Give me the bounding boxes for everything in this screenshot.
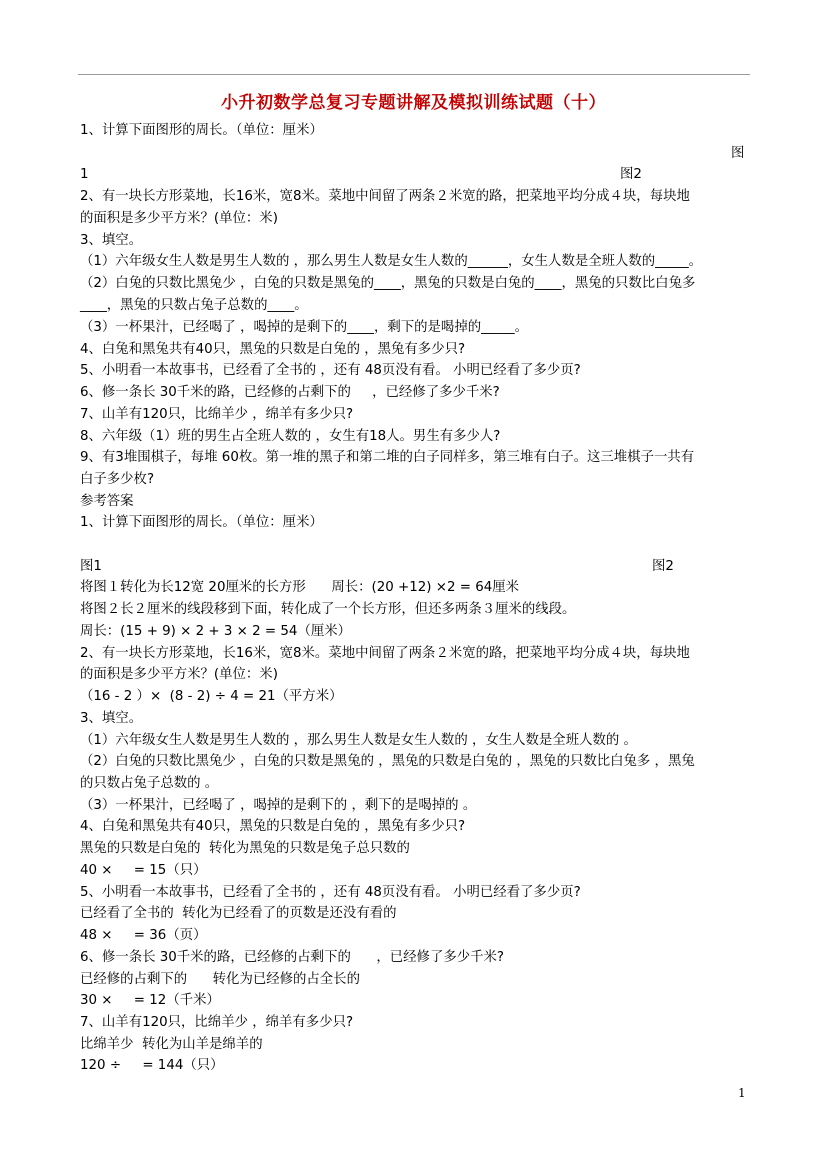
answer-1-perimeter: 周长：(15 + 9) × 2 + 3 × 2 = 54（厘米） bbox=[80, 624, 352, 639]
question-3-2-line1: （2）白兔的只数比黑兔少 ，白兔的只数是黑兔的____，黑兔的只数是白兔的____，黑兔的只数比白兔多 bbox=[80, 276, 696, 291]
header-rule bbox=[78, 74, 750, 75]
answer-4-calc: 40 × = 15（只） bbox=[80, 863, 207, 878]
figure-label: 图 bbox=[731, 146, 745, 161]
answer-4-conversion: 黑兔的只数是白兔的 转化为黑兔的只数是兔子总只数的 bbox=[80, 841, 410, 856]
question-7: 7、山羊有120只，比绵羊少 ，绵羊有多少只? bbox=[80, 407, 354, 422]
answer-3: 3、填空。 bbox=[80, 711, 143, 726]
answer-2-line1: 2、有一块长方形菜地，长16米，宽8米。菜地中间留了两条２米宽的路，把菜地平均分成４块，每块地 bbox=[80, 646, 690, 661]
question-1: 1、计算下面图形的周长。（单位：厘米） bbox=[80, 123, 323, 138]
answer-3-2-line2: 的只数占兔子总数的 。 bbox=[80, 776, 219, 791]
question-9-line1: 9、有3堆围棋子，每堆 60枚。第一堆的黑子和第二堆的白子同样多，第三堆有白子。这三堆棋子一共有 bbox=[80, 450, 695, 465]
question-6: 6、修一条长 30千米的路，已经修的占剩下的 ，已经修了多少千米? bbox=[80, 385, 500, 400]
answer-1-conversion-1: 将图１转化为长12宽 20厘米的长方形 周长：(20 +12) ×2 = 64厘米 bbox=[80, 580, 520, 595]
answer-7: 7、山羊有120只，比绵羊少 ，绵羊有多少只? bbox=[80, 1015, 354, 1030]
figure-label: 图2 bbox=[620, 167, 642, 182]
question-2-line1: 2、有一块长方形菜地，长16米，宽8米。菜地中间留了两条２米宽的路，把菜地平均分成４块，每块地 bbox=[80, 189, 690, 204]
answer-1-conversion-2: 将图２长２厘米的线段移到下面，转化成了一个长方形，但还多两条３厘米的线段。 bbox=[80, 602, 576, 617]
answer-5-calc: 48 × = 36（页） bbox=[80, 928, 207, 943]
page-number: 1 bbox=[738, 1086, 746, 1100]
answer-5: 5、小明看一本故事书，已经看了全书的 ，还有 48页没有看。 小明已经看了多少页? bbox=[80, 885, 581, 900]
question-2-line2: 的面积是多少平方米？(单位：米) bbox=[80, 211, 278, 226]
answer-6: 6、修一条长 30千米的路，已经修的占剩下的 ，已经修了多少千米? bbox=[80, 950, 505, 965]
answers-heading: 参考答案 bbox=[80, 494, 134, 509]
page-title: 小升初数学总复习专题讲解及模拟训练试题（十） bbox=[221, 93, 606, 113]
figure-label: 图2 bbox=[652, 559, 674, 574]
question-3-3: （3）一杯果汁，已经喝了 ，喝掉的是剩下的____，剩下的是喝掉的_____。 bbox=[80, 320, 528, 335]
question-8: 8、六年级（1）班的男生占全班人数的 ，女生有18人。男生有多少人? bbox=[80, 429, 501, 444]
question-3-2-line2: ____，黑兔的只数占兔子总数的____。 bbox=[80, 298, 308, 313]
answer-7-calc: 120 ÷ = 144（只） bbox=[80, 1058, 224, 1073]
question-9-line2: 白子多少枚? bbox=[80, 472, 155, 487]
answer-2-line2: 的面积是多少平方米？(单位：米) bbox=[80, 667, 278, 682]
figure-label: 1 bbox=[80, 167, 89, 182]
answer-6-conversion: 已经修的占剩下的 转化为已经修的占全长的 bbox=[80, 972, 360, 987]
answer-2-calc: （16 - 2 ）× (8 - 2) ÷ 4 = 21（平方米） bbox=[80, 689, 343, 704]
figure-label: 图1 bbox=[80, 559, 102, 574]
question-3: 3、填空。 bbox=[80, 233, 143, 248]
question-3-1: （1）六年级女生人数是男生人数的 ，那么男生人数是女生人数的______，女生人数是全班人数的_____。 bbox=[80, 254, 703, 269]
question-5: 5、小明看一本故事书，已经看了全书的 ，还有 48页没有看。 小明已经看了多少页? bbox=[80, 363, 581, 378]
answer-3-1: （1）六年级女生人数是男生人数的 ，那么男生人数是女生人数的 ，女生人数是全班人数的 。 bbox=[80, 733, 637, 748]
answer-7-conversion: 比绵羊少 转化为山羊是绵羊的 bbox=[80, 1037, 263, 1052]
question-4: 4、白兔和黑兔共有40只，黑兔的只数是白兔的 ，黑兔有多少只? bbox=[80, 342, 466, 357]
answer-3-2-line1: （2）白兔的只数比黑兔少 ，白兔的只数是黑兔的 ，黑兔的只数是白兔的 ，黑兔的只数比白兔多 ，黑兔 bbox=[80, 754, 695, 769]
answer-4: 4、白兔和黑兔共有40只，黑兔的只数是白兔的 ，黑兔有多少只? bbox=[80, 819, 466, 834]
answer-3-3: （3）一杯果汁，已经喝了 ，喝掉的是剩下的 ，剩下的是喝掉的 。 bbox=[80, 798, 477, 813]
answer-6-calc: 30 × = 12（千米） bbox=[80, 993, 220, 1008]
answer-5-conversion: 已经看了全书的 转化为已经看了的页数是还没有看的 bbox=[80, 906, 397, 921]
answer-1: 1、计算下面图形的周长。（单位：厘米） bbox=[80, 515, 323, 530]
